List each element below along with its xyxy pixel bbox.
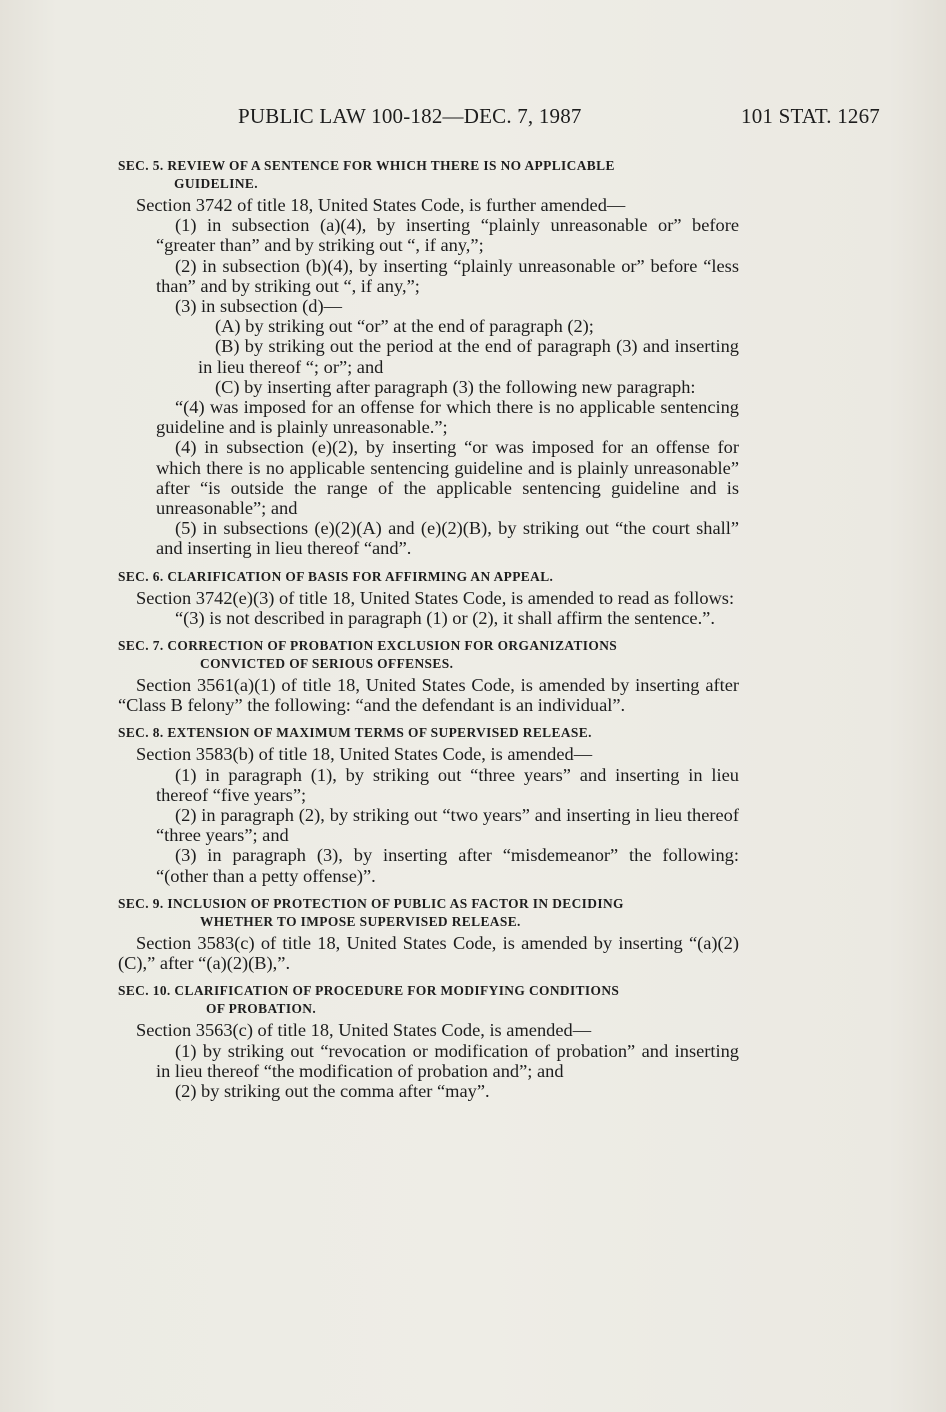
section-8-intro: Section 3583(b) of title 18, United States Code, is amended—: [136, 744, 593, 765]
section-6-intro: Section 3742(e)(3) of title 18, United States Code, is amended to read as follows:: [136, 587, 735, 608]
document-body: [118, 157, 739, 1101]
section-5-item-3c: (C) by inserting after paragraph (3) the following new paragraph:: [215, 376, 696, 397]
section-5-heading: SEC. 5. REVIEW OF A SENTENCE FOR WHICH THERE IS NO APPLICABLE GUIDELINE.: [118, 158, 615, 191]
section-5-item-3: (3) in subsection (d)—: [175, 296, 343, 317]
section-8-item-2: (2) in paragraph (2), by striking out “two years” and inserting in lieu thereof “three years”; and: [156, 805, 739, 846]
section-10-intro: Section 3563(c) of title 18, United States Code, is amended—: [136, 1020, 592, 1041]
section-9-text: Section 3583(c) of title 18, United States Code, is amended by inserting “(a)(2)(C),” after “(a)(2)(B),”.: [118, 932, 739, 974]
section-8-item-1: (1) in paragraph (1), by striking out “three years” and inserting in lieu thereof “five years”;: [156, 764, 739, 805]
section-8-item-3: (3) in paragraph (3), by inserting after “misdemeanor” the following: “(other than a petty offense)”.: [156, 845, 739, 886]
statute-page-number: 101 STAT. 1267: [741, 104, 880, 128]
section-10-item-2: (2) by striking out the comma after “may”.: [175, 1080, 490, 1101]
section-5-quoted-paragraph: “(4) was imposed for an offense for which there is no applicable sentencing guideline and is plainly unreasonable.”;: [156, 397, 739, 438]
section-5-item-3a: (A) by striking out “or” at the end of paragraph (2);: [215, 316, 594, 337]
section-5-item-4: (4) in subsection (e)(2), by inserting “or was imposed for an offense for which there is no applicable sentencing guideline and is plainly unreasonable” after “is outside the range of the applicable sentencing guideline and is unreasonable”; and: [156, 437, 739, 519]
section-6-quoted-paragraph: “(3) is not described in paragraph (1) or (2), it shall affirm the sentence.”.: [175, 607, 715, 628]
section-5-item-3b: (B) by striking out the period at the end of paragraph (3) and inserting in lieu thereof “; or”; and: [198, 336, 739, 377]
section-9-heading: SEC. 9. INCLUSION OF PROTECTION OF PUBLIC AS FACTOR IN DECIDING WHETHER TO IMPOSE SUPERVISED RELEASE.: [118, 895, 624, 929]
section-8-heading: SEC. 8. EXTENSION OF MAXIMUM TERMS OF SUPERVISED RELEASE.: [118, 725, 592, 741]
section-5-item-2: (2) in subsection (b)(4), by inserting “plainly unreasonable or” before “less than” and by striking out “, if any,”;: [156, 255, 739, 296]
section-5-intro: Section 3742 of title 18, United States Code, is further amended—: [136, 195, 626, 215]
page-header: [118, 104, 880, 136]
section-5-item-1: (1) in subsection (a)(4), by inserting “plainly unreasonable or” before “greater than” and by striking out “, if any,”;: [156, 215, 739, 256]
section-6-heading: SEC. 6. CLARIFICATION OF BASIS FOR AFFIRMING AN APPEAL.: [118, 568, 554, 584]
section-7-text: Section 3561(a)(1) of title 18, United States Code, is amended by inserting after “Class B felony” the following: “and the defendant is an individual”.: [118, 675, 739, 716]
section-10-item-1: (1) by striking out “revocation or modification of probation” and inserting in lieu thereof “the modification of probation and”; and: [156, 1040, 739, 1081]
section-5-item-5: (5) in subsections (e)(2)(A) and (e)(2)(B), by striking out “the court shall” and inserting in lieu thereof “and”.: [156, 518, 739, 559]
page-title: PUBLIC LAW 100-182—DEC. 7, 1987: [238, 104, 582, 128]
section-10-heading: SEC. 10. CLARIFICATION OF PROCEDURE FOR MODIFYING CONDITIONS OF PROBATION.: [118, 983, 620, 1017]
section-7-heading: SEC. 7. CORRECTION OF PROBATION EXCLUSION FOR ORGANIZATIONS CONVICTED OF SERIOUS OFFENSES.: [118, 638, 618, 672]
